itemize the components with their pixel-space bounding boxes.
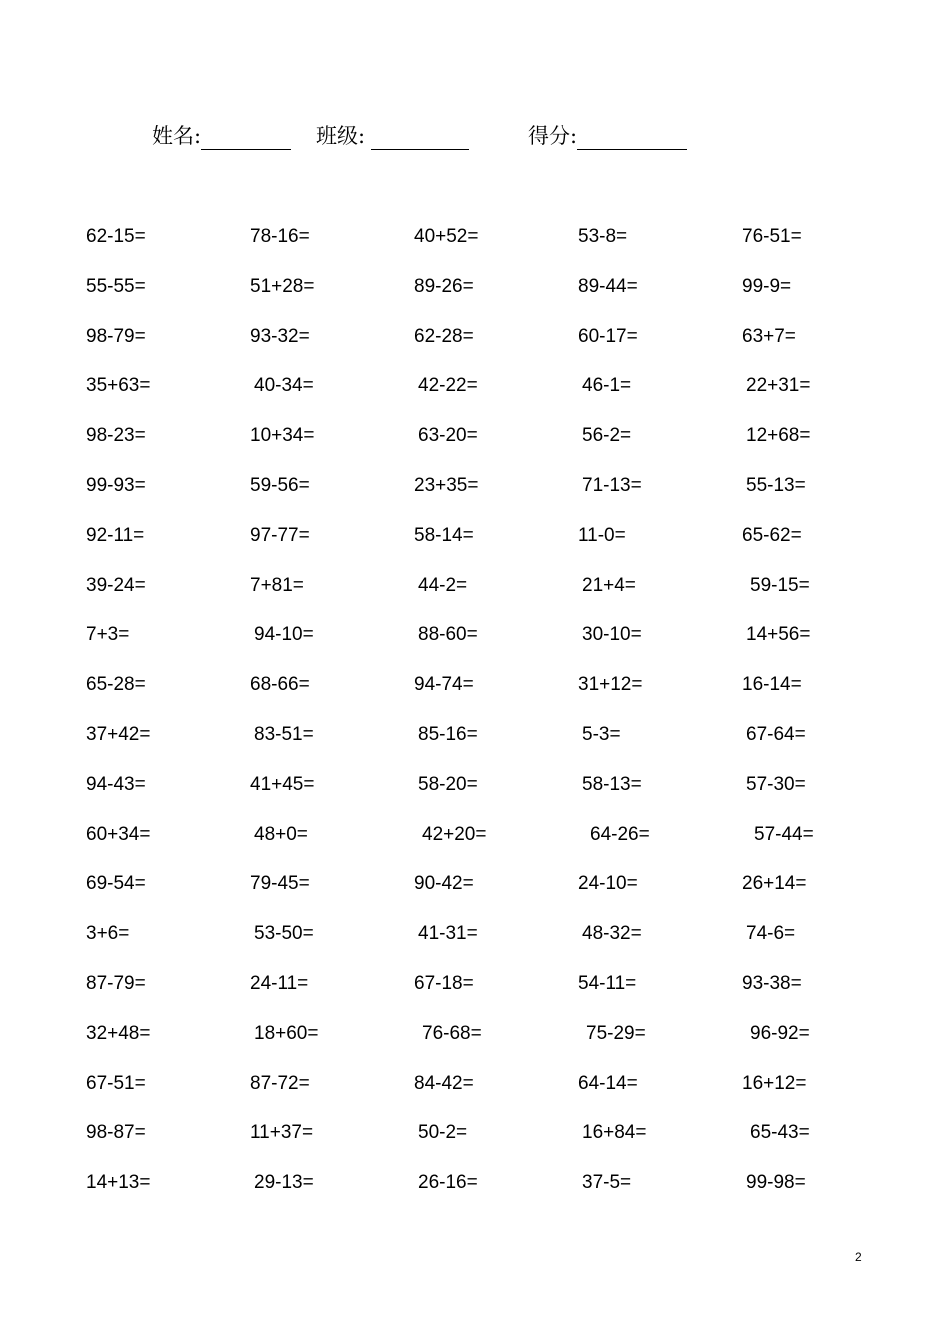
problem-cell: 55-13= — [746, 475, 806, 496]
problem-cell: 26+14= — [742, 873, 807, 894]
problem-cell: 96-92= — [750, 1023, 810, 1044]
problem-cell: 97-77= — [250, 525, 310, 546]
problem-cell: 14+56= — [746, 624, 811, 645]
problem-cell: 99-98= — [746, 1172, 806, 1193]
problem-cell: 94-74= — [414, 674, 474, 695]
problem-cell: 88-60= — [418, 624, 478, 645]
problem-cell: 87-72= — [250, 1073, 310, 1094]
problem-cell: 76-51= — [742, 226, 802, 247]
problem-cell: 54-11= — [578, 973, 637, 994]
problem-cell: 41+45= — [250, 774, 315, 795]
problem-cell: 29-13= — [254, 1172, 314, 1193]
problem-cell: 90-42= — [414, 873, 474, 894]
problem-cell: 98-23= — [86, 425, 146, 446]
problem-cell: 83-51= — [254, 724, 314, 745]
problem-cell: 76-68= — [422, 1023, 482, 1044]
problem-cell: 23+35= — [414, 475, 479, 496]
problem-cell: 57-44= — [754, 824, 814, 845]
problem-cell: 92-11= — [86, 525, 145, 546]
problem-cell: 24-10= — [578, 873, 638, 894]
problem-cell: 44-2= — [418, 575, 468, 596]
problem-cell: 11-0= — [578, 525, 626, 546]
problem-cell: 99-9= — [742, 276, 792, 297]
problem-cell: 42-22= — [418, 375, 478, 396]
problem-cell: 57-30= — [746, 774, 806, 795]
problem-cell: 46-1= — [582, 375, 632, 396]
problem-cell: 37+42= — [86, 724, 151, 745]
problem-cell: 68-66= — [250, 674, 310, 695]
problem-cell: 84-42= — [414, 1073, 474, 1094]
problem-cell: 26-16= — [418, 1172, 478, 1193]
problem-cell: 55-55= — [86, 276, 146, 297]
problem-cell: 56-2= — [582, 425, 632, 446]
problem-cell: 48+0= — [254, 824, 308, 845]
problem-cell: 10+34= — [250, 425, 315, 446]
problem-cell: 89-44= — [578, 276, 638, 297]
problem-cell: 51+28= — [250, 276, 315, 297]
problem-cell: 16+12= — [742, 1073, 807, 1094]
problem-cell: 14+13= — [86, 1172, 151, 1193]
problem-cell: 7+81= — [250, 575, 304, 596]
problem-cell: 93-32= — [250, 326, 310, 347]
problem-cell: 74-6= — [746, 923, 796, 944]
problem-cell: 69-54= — [86, 873, 146, 894]
problem-cell: 98-79= — [86, 326, 146, 347]
problem-cell: 63-20= — [418, 425, 478, 446]
problem-cell: 79-45= — [250, 873, 310, 894]
problem-cell: 71-13= — [582, 475, 642, 496]
problem-cell: 85-16= — [418, 724, 478, 745]
problem-cell: 39-24= — [86, 575, 146, 596]
problem-cell: 67-18= — [414, 973, 474, 994]
problem-cell: 53-8= — [578, 226, 628, 247]
problem-cell: 64-14= — [578, 1073, 638, 1094]
problem-cell: 50-2= — [418, 1122, 468, 1143]
problem-cell: 16-14= — [742, 674, 802, 695]
problem-cell: 65-28= — [86, 674, 146, 695]
problem-cell: 58-14= — [414, 525, 474, 546]
problem-cell: 11+37= — [250, 1122, 314, 1143]
problem-cell: 24-11= — [250, 973, 309, 994]
problem-cell: 7+3= — [86, 624, 130, 645]
problem-cell: 22+31= — [746, 375, 811, 396]
problem-cell: 18+60= — [254, 1023, 319, 1044]
problem-cell: 59-56= — [250, 475, 310, 496]
problem-cell: 67-51= — [86, 1073, 146, 1094]
problem-cell: 35+63= — [86, 375, 151, 396]
problem-cell: 60+34= — [86, 824, 151, 845]
problem-cell: 67-64= — [746, 724, 806, 745]
problem-cell: 65-43= — [750, 1122, 810, 1143]
score-label: 得分: — [528, 124, 578, 148]
problem-cell: 40+52= — [414, 226, 479, 247]
problem-cell: 62-28= — [414, 326, 474, 347]
problem-cell: 48-32= — [582, 923, 642, 944]
problem-cell: 37-5= — [582, 1172, 632, 1193]
problem-cell: 78-16= — [250, 226, 310, 247]
problem-cell: 5-3= — [582, 724, 621, 745]
problem-cell: 94-10= — [254, 624, 314, 645]
problem-cell: 32+48= — [86, 1023, 151, 1044]
problem-cell: 58-13= — [582, 774, 642, 795]
problem-cell: 42+20= — [422, 824, 487, 845]
problem-cell: 60-17= — [578, 326, 638, 347]
problem-cell: 98-87= — [86, 1122, 146, 1143]
problem-cell: 87-79= — [86, 973, 146, 994]
problem-cell: 99-93= — [86, 475, 146, 496]
name-label: 姓名: — [152, 124, 202, 148]
problem-cell: 94-43= — [86, 774, 146, 795]
problem-cell: 65-62= — [742, 525, 802, 546]
problem-cell: 41-31= — [418, 923, 478, 944]
problem-cell: 12+68= — [746, 425, 811, 446]
problem-cell: 21+4= — [582, 575, 636, 596]
problem-cell: 53-50= — [254, 923, 314, 944]
problem-cell: 40-34= — [254, 375, 314, 396]
problem-cell: 93-38= — [742, 973, 802, 994]
problem-cell: 62-15= — [86, 226, 146, 247]
problem-cell: 16+84= — [582, 1122, 647, 1143]
problem-cell: 30-10= — [582, 624, 642, 645]
problem-cell: 89-26= — [414, 276, 474, 297]
class-label: 班级: — [316, 124, 366, 148]
problem-cell: 3+6= — [86, 923, 130, 944]
problem-cell: 64-26= — [590, 824, 650, 845]
problem-cell: 58-20= — [418, 774, 478, 795]
problem-cell: 75-29= — [586, 1023, 646, 1044]
page-number: 2 — [855, 1250, 862, 1264]
problem-cell: 31+12= — [578, 674, 643, 695]
problem-cell: 63+7= — [742, 326, 796, 347]
problem-cell: 59-15= — [750, 575, 810, 596]
